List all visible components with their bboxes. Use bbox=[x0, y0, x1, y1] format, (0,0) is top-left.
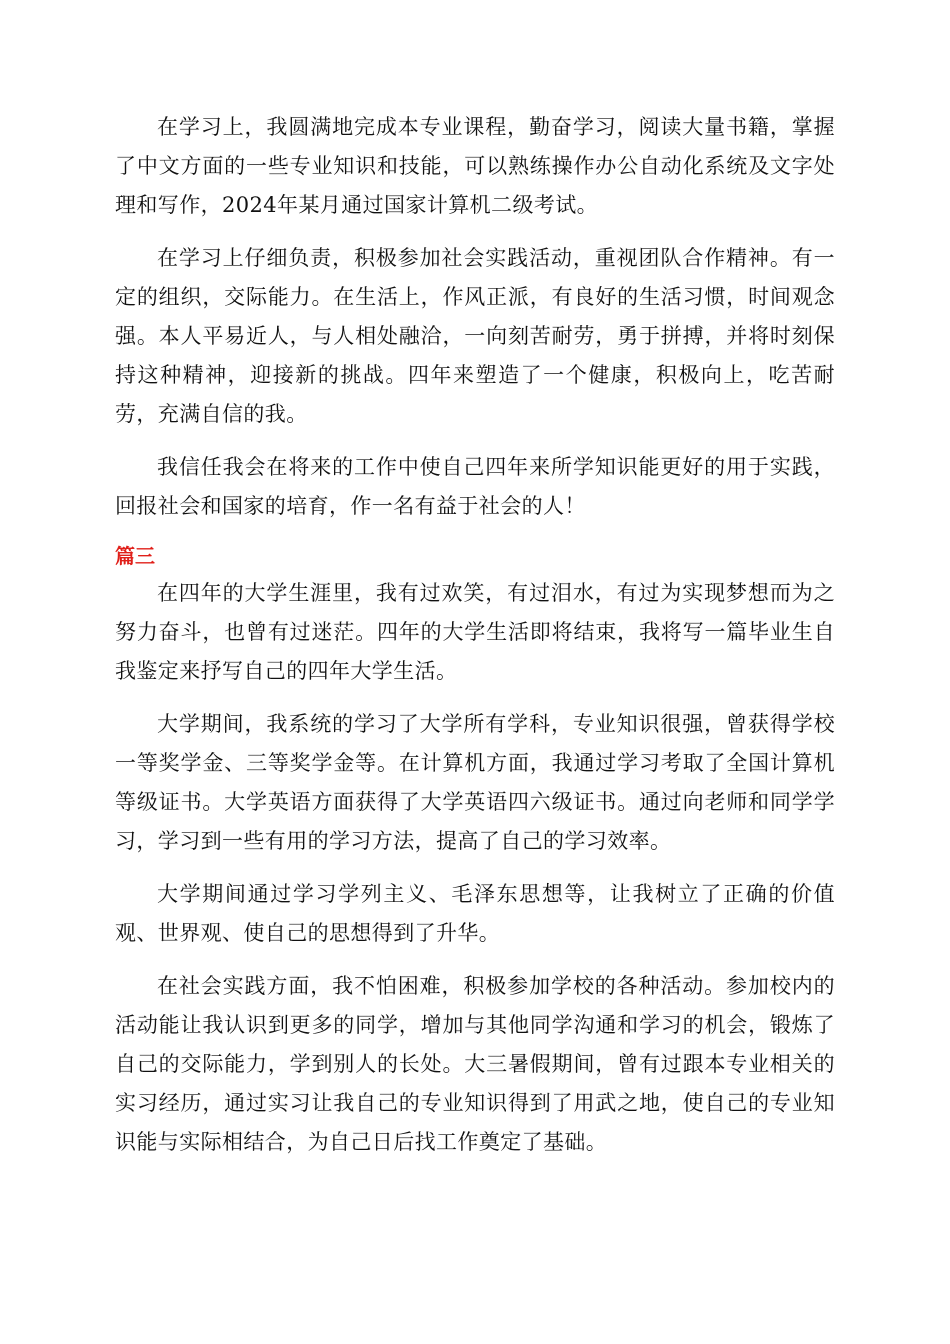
paragraph-ideology: 大学期间通过学习学列主义、毛泽东思想等，让我树立了正确的价值观、世界观、使自己的思想得到了升华。 bbox=[115, 882, 835, 945]
paragraph-practice: 在学习上仔细负责，积极参加社会实践活动，重视团队合作精神。有一定的组织，交际能力。在生活上，作风正派，有良好的生活习惯，时间观念强。本人平易近人，与人相处融洽，一向刻苦耐劳，勇于拼搏，并将时刻保持这种精神，迎接新的挑战。四年来塑造了一个健康，积极向上，吃苦耐劳，充满自信的我。 bbox=[115, 246, 835, 426]
paragraph-social-practice: 在社会实践方面，我不怕困难，积极参加学校的各种活动。参加校内的活动能让我认识到更多的同学，增加与其他同学沟通和学习的机会，锻炼了自己的交际能力，学到别人的长处。大三暑假期间，曾有过跟本专业相关的实习经历，通过实习让我自己的专业知识得到了用武之地，使自己的专业知识能与实际相结合，为自己日后找工作奠定了基础。 bbox=[115, 974, 835, 1154]
paragraph-future: 我信任我会在将来的工作中使自己四年来所学知识能更好的用于实践，回报社会和国家的培育，作一名有益于社会的人！ bbox=[115, 455, 835, 518]
paragraph-study: 在学习上，我圆满地完成本专业课程，勤奋学习，阅读大量书籍，掌握了中文方面的一些专业知识和技能，可以熟练操作办公自动化系统及文字处理和写作，2024年某月通过国家计算机二级考试。 bbox=[115, 115, 835, 217]
section-heading: 篇三 bbox=[115, 544, 155, 568]
paragraph-intro: 在四年的大学生涯里，我有过欢笑，有过泪水，有过为实现梦想而为之努力奋斗，也曾有过迷茫。四年的大学生活即将结束，我将写一篇毕业生自我鉴定来抒写自己的四年大学生活。 bbox=[115, 581, 835, 683]
paragraph-university-study: 大学期间，我系统的学习了大学所有学科，专业知识很强，曾获得学校一等奖学金、三等奖学金等。在计算机方面，我通过学习考取了全国计算机等级证书。大学英语方面获得了大学英语四六级证书。通过向老师和同学学习，学习到一些有用的学习方法，提高了自己的学习效率。 bbox=[115, 712, 835, 853]
document-page bbox=[115, 108, 835, 1176]
